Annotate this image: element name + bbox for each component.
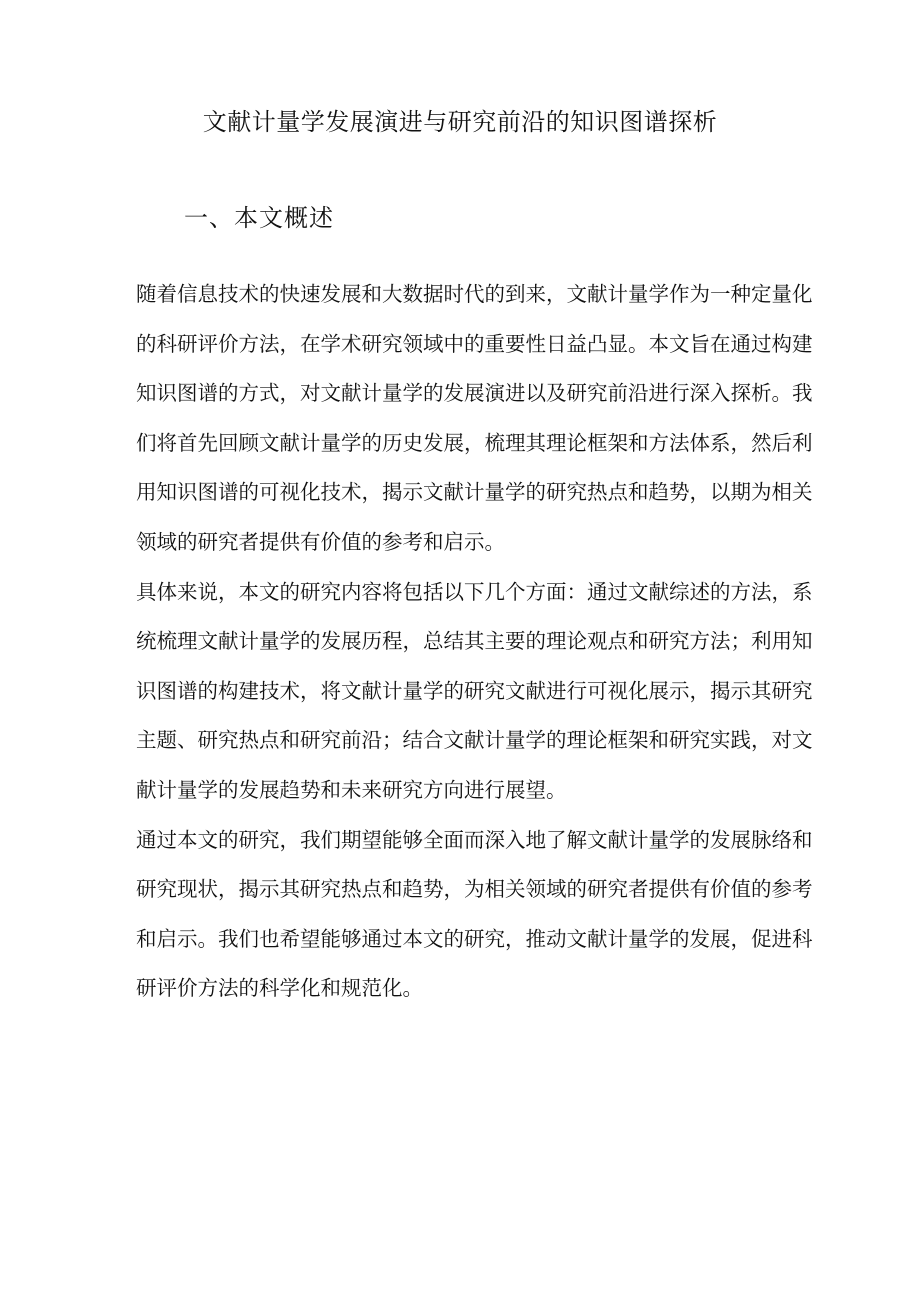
paragraph-line: 通过本文的研究，我们期望能够全面而深入地了解文献计量学的发展脉络和: [136, 827, 813, 852]
paragraph-line: 的科研评价方法，在学术研究领域中的重要性日益凸显。本文旨在通过构建: [136, 331, 813, 356]
paragraph-line: 研究现状，揭示其研究热点和趋势，为相关领域的研究者提供有价值的参考: [136, 877, 813, 902]
paragraph-content: [136, 568, 813, 816]
section-heading: 一、本文概述: [184, 204, 334, 232]
paragraph-line: 领域的研究者提供有价值的参考和启示。: [136, 529, 505, 554]
document-body: [136, 270, 813, 1014]
paragraph-line: 用知识图谱的可视化技术，揭示文献计量学的研究热点和趋势，以期为相关: [136, 480, 813, 505]
paragraph-line: 和启示。我们也希望能够通过本文的研究，推动文献计量学的发展，促进科: [136, 926, 813, 951]
paragraph-line: 知识图谱的方式，对文献计量学的发展演进以及研究前沿进行深入探析。我: [136, 381, 813, 406]
paragraph-line: 们将首先回顾文献计量学的历史发展，梳理其理论框架和方法体系，然后利: [136, 430, 813, 455]
paragraph-line: 献计量学的发展趋势和未来研究方向进行展望。: [136, 777, 567, 802]
paragraph-line: 随着信息技术的快速发展和大数据时代的到来，文献计量学作为一种定量化: [136, 282, 813, 306]
paragraph-line: 研评价方法的科学化和规范化。: [136, 976, 423, 1001]
paragraph-line: 统梳理文献计量学的发展历程，总结其主要的理论观点和研究方法；利用知: [136, 629, 813, 654]
paragraph-conclusion: [136, 816, 813, 1014]
paragraph-line: 主题、研究热点和研究前沿；结合文献计量学的理论框架和研究实践，对文: [136, 728, 813, 753]
document-title: 文献计量学发展演进与研究前沿的知识图谱探析: [202, 108, 718, 136]
paragraph-line: 识图谱的构建技术，将文献计量学的研究文献进行可视化展示，揭示其研究: [136, 678, 813, 703]
paragraph-line: 具体来说，本文的研究内容将包括以下几个方面：通过文献综述的方法，系: [136, 579, 813, 604]
paragraph-overview: [136, 270, 813, 568]
